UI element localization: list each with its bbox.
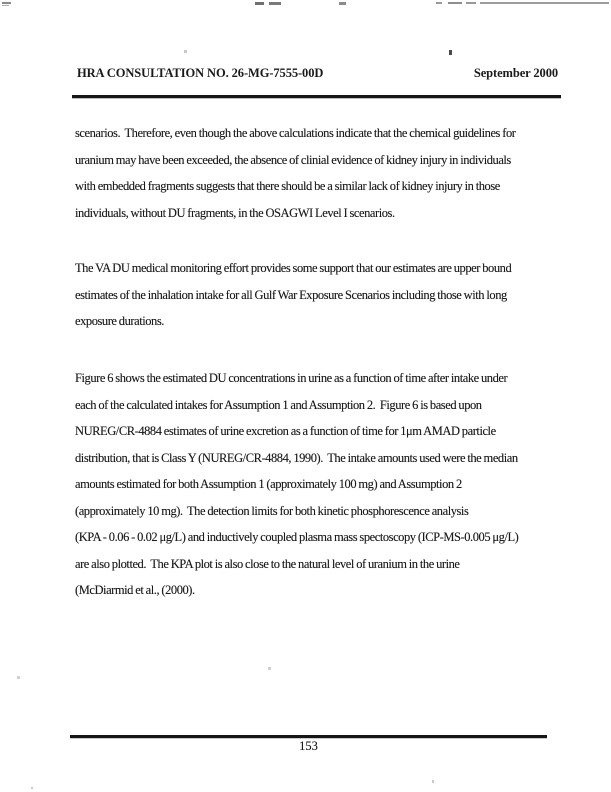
- scan-speck: [268, 667, 271, 670]
- text-line: (KPA - 0.06 - 0.02 μg/L) and inductively coupled plasma mass spectoscopy (ICP-MS-0.005 μg/L): [75, 530, 519, 544]
- text-line: NUREG/CR-4884 estimates of urine excretion as a function of time for 1μm AMAD particle: [75, 424, 496, 438]
- text-line: scenarios. Therefore, even though the above calculations indicate that the chemical guidelines for: [75, 126, 516, 140]
- text-line: (McDiarmid et al., (2000).: [75, 583, 195, 597]
- scan-mark: [448, 2, 462, 4]
- text-line: are also plotted. The KPA plot is also close to the natural level of uranium in the urine: [75, 556, 460, 571]
- scan-mark: [466, 2, 476, 4]
- text-line: exposure durations.: [75, 314, 164, 328]
- scan-mark: [436, 2, 442, 4]
- scan-speck: [31, 787, 33, 789]
- paragraph-va-du-monitoring: [75, 255, 511, 335]
- text-line: with embedded fragments suggests that there should be a similar lack of kidney injury in those: [75, 179, 500, 193]
- text-line: Figure 6 shows the estimated DU concentrations in urine as a function of time after intake under: [75, 371, 508, 385]
- scan-speck: [184, 50, 187, 53]
- page-number: 153: [299, 739, 318, 753]
- scan-mark: [339, 2, 346, 5]
- scan-mark: [2, 5, 9, 6]
- paragraph-scenarios: [75, 120, 515, 226]
- scan-speck: [17, 676, 20, 679]
- header-date: September 2000: [473, 66, 558, 80]
- scan-mark: [269, 2, 281, 5]
- scan-speck: [432, 780, 434, 783]
- text-line: distribution, that is Class Y (NUREG/CR-4884, 1990). The intake amounts used were the median: [75, 450, 518, 465]
- text-line: amounts estimated for both Assumption 1 (approximately 100 mg) and Assumption 2: [75, 477, 462, 491]
- text-line: estimates of the inhalation intake for all Gulf War Exposure Scenarios including those with long: [75, 287, 507, 302]
- text-line: uranium may have been exceeded, the absence of clinial evidence of kidney injury in individuals: [75, 152, 511, 167]
- text-line: The VA DU medical monitoring effort provides some support that our estimates are upper bound: [75, 261, 512, 275]
- scan-line: [480, 2, 609, 4]
- header-consultation-number: HRA CONSULTATION NO. 26-MG-7555-00D: [77, 66, 324, 80]
- scan-mark: [255, 2, 264, 5]
- page-header: [77, 66, 558, 81]
- scan-mark: [2, 2, 11, 4]
- paragraph-figure-6: [75, 365, 518, 604]
- text-line: each of the calculated intakes for Assumption 1 and Assumption 2. Figure 6 is based upon: [75, 397, 482, 412]
- text-line: (approximately 10 mg). The detection limits for both kinetic phosphorescence analysis: [75, 503, 469, 518]
- header-rule: [72, 95, 561, 98]
- scan-speck: [449, 50, 452, 55]
- text-line: individuals, without DU fragments, in the OSAGWI Level I scenarios.: [75, 205, 395, 220]
